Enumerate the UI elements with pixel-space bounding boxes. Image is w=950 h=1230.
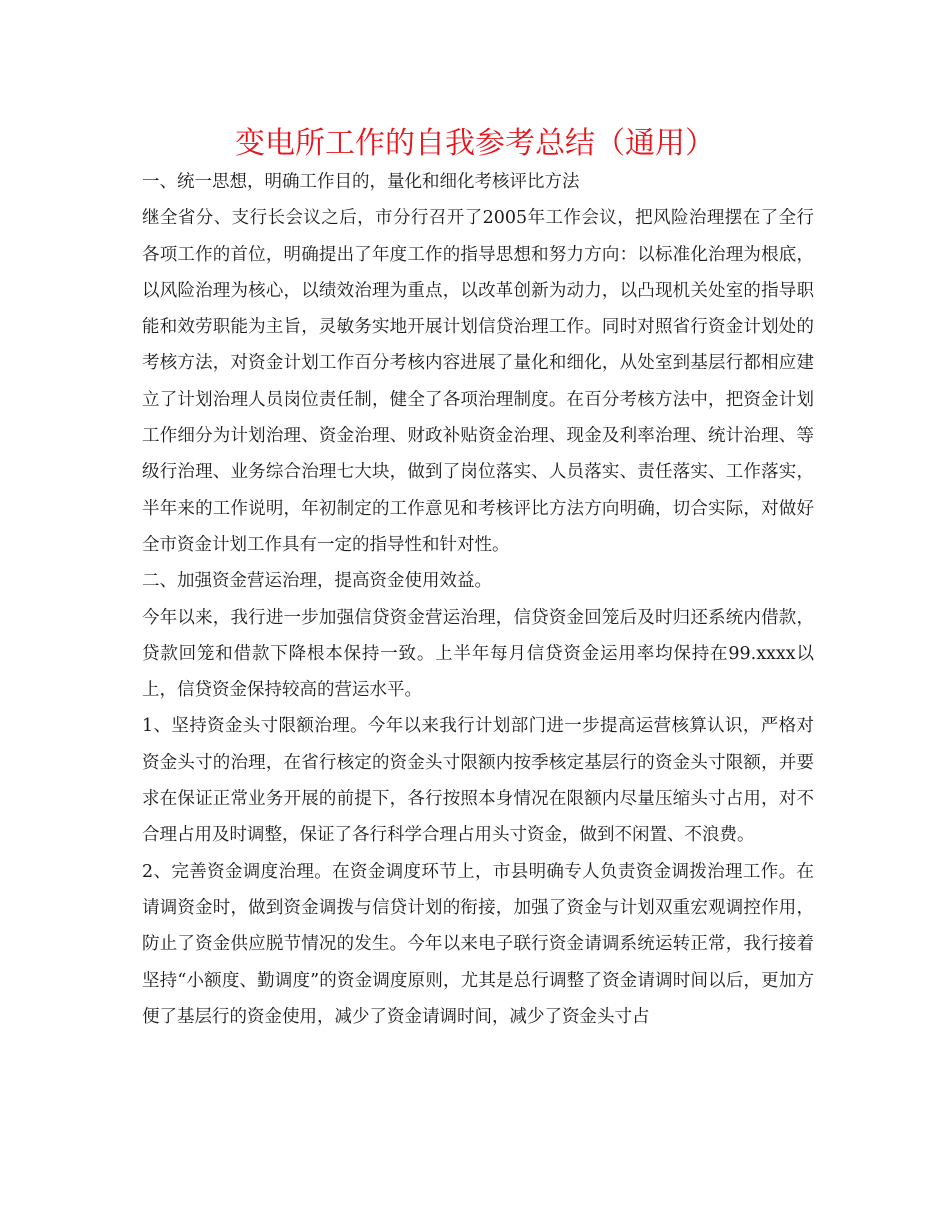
document-title: 变电所工作的自我参考总结（通用） xyxy=(235,126,715,161)
paragraph: 1、坚持资金头寸限额治理。今年以来我行计划部门进一步提高运营核算认识，严格对资金头寸的治理，在省行核定的资金头寸限额内按季核定基层行的资金头寸限额，并要求在保证正常业务开展的前提下，各行按照本身情况在限额内尽量压缩头寸占用，对不合理占用及时调整，保证了各行科学合理占用头寸资金，做到不闲置、不浪费。 xyxy=(142,716,814,846)
section-heading-2: 二、加强资金营运治理，提高资金使用效益。 xyxy=(142,571,492,592)
document-body xyxy=(142,164,814,1035)
paragraph: 今年以来，我行进一步加强信贷资金营运治理，信贷资金回笼后及时归还系统内借款，贷款回笼和借款下降根本保持一致。上半年每月信贷资金运用率均保持在99.xxxx以上，信贷资金保持较高的营运水平。 xyxy=(142,607,814,701)
paragraph: 2、完善资金调度治理。在资金调度环节上，市县明确专人负责资金调拨治理工作。在请调资金时，做到资金调拨与信贷计划的衔接，加强了资金与计划双重宏观调控作用，防止了资金供应脱节情况的发生。今年以来电子联行资金请调系统运转正常，我行接着坚持“小额度、勤调度”的资金调度原则，尤其是总行调整了资金请调时间以后，更加方便了基层行的资金使用，减少了资金请调时间，减少了资金头寸占 xyxy=(142,861,814,1027)
paragraph: 继全省分、支行长会议之后，市分行召开了2005年工作会议，把风险治理摆在了全行各项工作的首位，明确提出了年度工作的指导思想和努力方向：以标准化治理为根底，以风险治理为核心，以绩效治理为重点，以改革创新为动力，以凸现机关处室的指导职能和效劳职能为主旨，灵敏务实地开展计划信贷治理工作。同时对照省行资金计划处的考核方法，对资金计划工作百分考核内容进展了量化和细化，从处室到基层行都相应建立了计划治理人员岗位责任制，健全了各项治理制度。在百分考核方法中，把资金计划工作细分为计划治理、资金治理、财政补贴资金治理、现金及利率治理、统计治理、等级行治理、业务综合治理七大块，做到了岗位落实、人员落实、责任落实、工作落实，半年来的工作说明，年初制定的工作意见和考核评比方法方向明确，切合实际，对做好全市资金计划工作具有一定的指导性和针对性。 xyxy=(142,208,814,555)
section-heading-1: 一、统一思想，明确工作目的，量化和细化考核评比方法 xyxy=(142,172,580,192)
